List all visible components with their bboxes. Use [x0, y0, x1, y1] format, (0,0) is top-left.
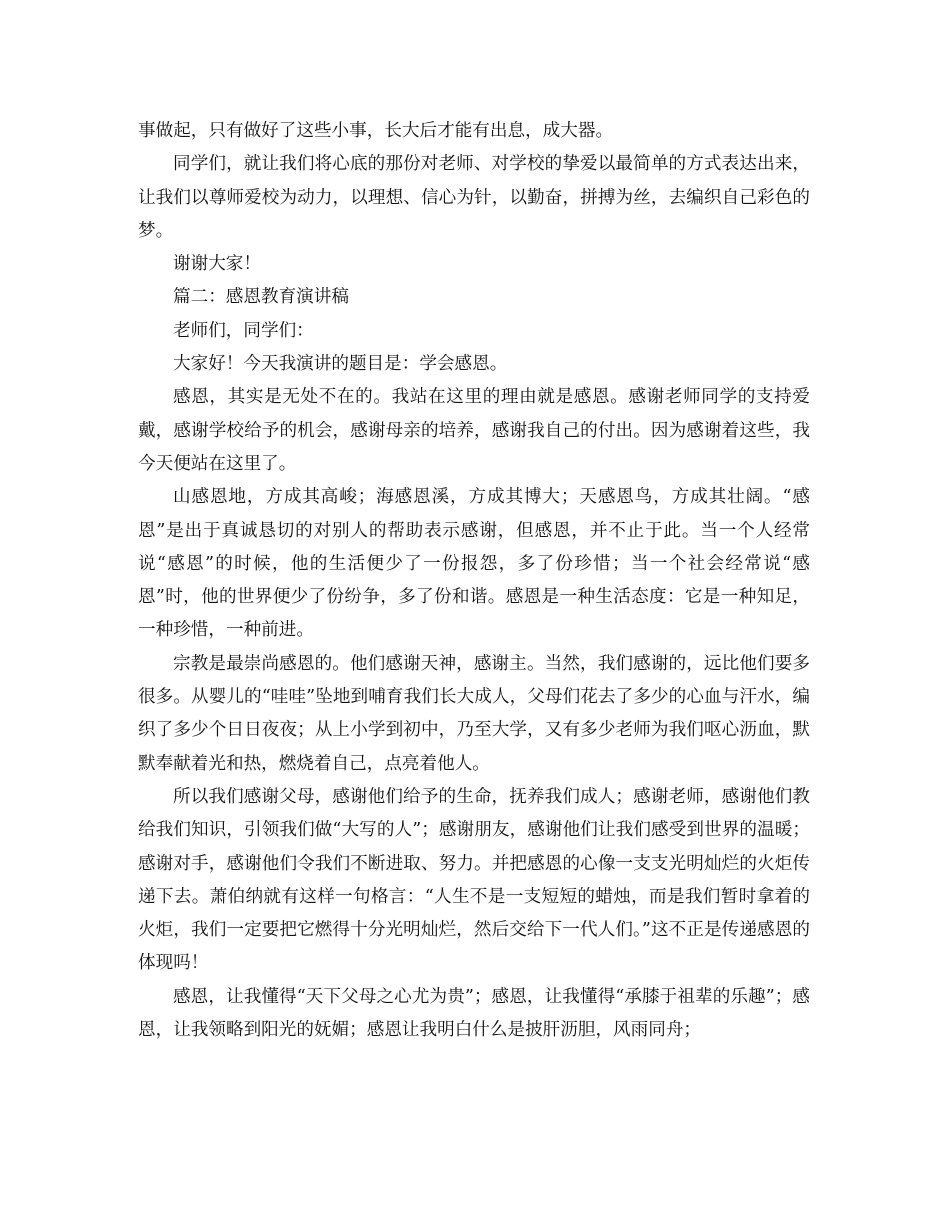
paragraph: 同学们，就让我们将心底的那份对老师、对学校的挚爱以最简单的方式表达出来，让我们以尊师爱校为动力，以理想、信心为针，以勤奋，拼搏为丝，去编织自己彩色的梦。	[138, 154, 810, 241]
paragraph: 事做起，只有做好了这些小事，长大后才能有出息，成大器。	[138, 121, 614, 141]
paragraph: 感恩，其实是无处不在的。我站在这里的理由就是感恩。感谢老师同学的支持爱戴，感谢学校给予的机会，感谢母亲的培养，感谢我自己的付出。因为感谢着这些，我今天便站在这里了。	[138, 387, 810, 474]
paragraph: 感恩，让我懂得“天下父母之心尤为贵”；感恩，让我懂得“承膝于祖辈的乐趣”；感恩，让我领略到阳光的妩媚；感恩让我明白什么是披肝沥胆，风雨同舟；	[138, 986, 810, 1041]
section-title: 篇二：感恩教育演讲稿	[173, 287, 349, 308]
document-page	[138, 115, 810, 1047]
paragraph: 大家好！今天我演讲的题目是：学会感恩。	[173, 354, 508, 375]
closing-thanks: 谢谢大家！	[173, 254, 261, 275]
salutation: 老师们，同学们：	[173, 320, 314, 341]
paragraph: 山感恩地，方成其高峻；海感恩溪，方成其博大；天感恩鸟，方成其壮阔。“感恩”是出于真诚恳切的对别人的帮助表示感谢，但感恩，并不止于此。当一个人经常说“感恩”的时候，他的生活便少了一份报怨，多了份珍惜；当一个社会经常说“感恩”时，他的世界便少了份纷争，多了份和谐。感恩是一种生活态度：它是一种知足，一种珍惜，一种前进。	[138, 487, 810, 641]
paragraph: 宗教是最崇尚感恩的。他们感谢天神，感谢主。当然，我们感谢的，远比他们要多很多。从婴儿的“哇哇”坠地到哺育我们长大成人，父母们花去了多少的心血与汗水，编织了多少个日日夜夜；从上小学到初中，乃至大学，又有多少老师为我们呕心沥血，默默奉献着光和热，燃烧着自己，点亮着他人。	[138, 653, 810, 774]
paragraph: 所以我们感谢父母，感谢他们给予的生命，抚养我们成人；感谢老师，感谢他们教给我们知识，引领我们做“大写的人”；感谢朋友，感谢他们让我们感受到世界的温暖；感谢对手，感谢他们令我们不断进取、努力。并把感恩的心像一支支光明灿烂的火炬传递下去。萧伯纳就有这样一句格言：“人生不是一支短短的蜡烛，而是我们暂时拿着的火炬，我们一定要把它燃得十分光明灿烂，然后交给下一代人们。”这不正是传递感恩的体现吗！	[138, 786, 810, 974]
